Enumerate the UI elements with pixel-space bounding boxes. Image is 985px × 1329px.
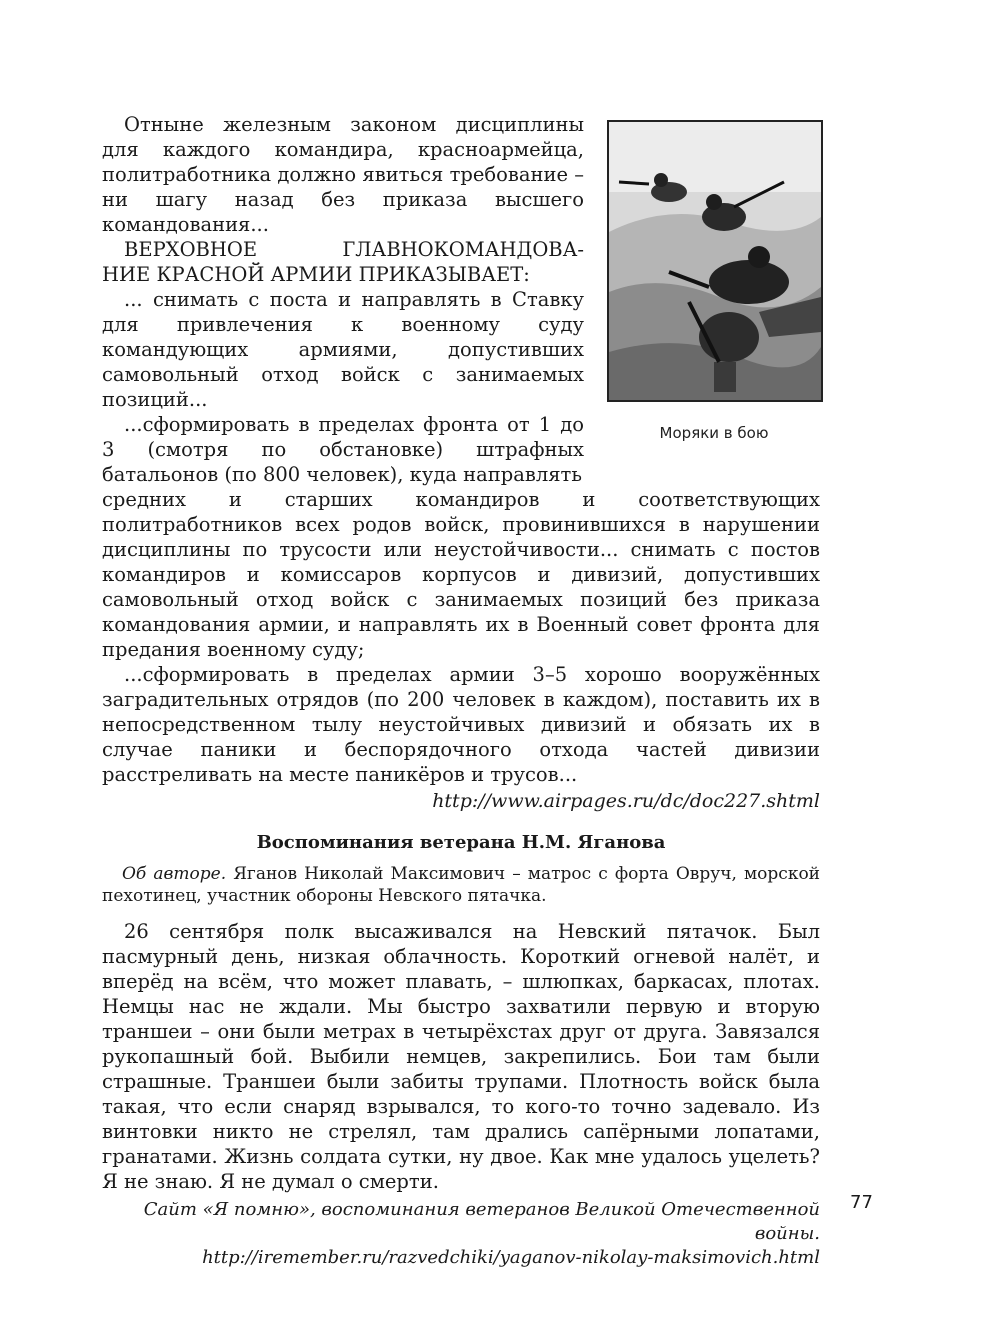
about-author-text: Яганов Николай Максимович – матрос с форта Овруч, морской пехотинец, участник обороны Невского пятачка. [102,864,821,906]
decree-source-url: http://www.airpages.ru/dc/doc227.shtml [432,790,820,812]
about-author [102,863,820,907]
decree-paragraph-3-rest: средних и старших командиров и соответствующих политработников всех родов войск, провинившихся в нарушении дисциплины по трусости или неустойчивости... снимать с постов командиров и комиссаров корпусов и дивизий, допустивших самовольный отход войск с занимаемых позиций без приказа командования армии, и направлять их в Военный совет фронта для предания военному суду; [102,488,820,661]
decree-text [102,112,820,1270]
decree-paragraph-4: ...сформировать в пределах армии 3–5 хорошо вооружённых заградительных отрядов (по 200 человек в каждом), поставить их в непосредственном тылу неустойчивых дивизий и обязать их в случае паники и беспорядочного отхода частей дивизии расстреливать на месте паникёров и трусов... [102,663,820,786]
decree-paragraph-3-start: ...сформировать в пределах фронта от 1 до 3 (смотря по обстановке) штрафных батальонов (по 800 человек), куда направлять [102,413,584,486]
memoir-heading: Воспоминания ветерана Н.М. Яганова [256,832,666,853]
order-heading-line-1: ВЕРХОВНОЕ ГЛАВНОКОМАНДОВА- [124,238,584,261]
order-heading-line-2: НИЕ КРАСНОЙ АРМИИ ПРИКАЗЫВАЕТ: [102,263,530,286]
decree-paragraph-2: ... снимать с поста и направлять в Ставку для привлечения к военному суду командующих армиями, допустивших самовольный отход войск с занимаемых позиций... [102,288,584,411]
photo-caption: Моряки в бою [659,424,769,442]
memoir-body: 26 сентября полк высаживался на Невский пятачок. Был пасмурный день, низкая облачность. Короткий огневой налёт, и вперёд на всём, что может плавать, – шлюпках, баркасах, плотах. Немцы нас не ждали. Мы быстро захватили первую и вторую траншеи – они были метрах в четырёхстах друг от друга. Завязался рукопашный бой. Выбили немцев, закрепились. Бои там были страшные. Траншеи были забиты трупами. Плотность войск была такая, что если снаряд взрывался, то кого-то точно задевало. Из винтовки никто не стрелял, там дрались сапёрными лопатами, гранатами. Жизнь солдата сутки, ну двое. Как мне удалось уцелеть? Я не знаю. Я не думал о смерти. [102,920,820,1193]
decree-paragraph-1: Отныне железным законом дисциплины для каждого командира, красноармейца, политработника должно явиться требование – ни шагу назад без приказа высшего командования... [102,113,584,236]
about-author-label: Об авторе. [122,864,227,884]
memoir-source-line: Сайт «Я помню», воспоминания ветеранов Великой Отечественной войны. [143,1199,820,1244]
page-number: 77 [850,1192,873,1213]
memoir-source-url: http://iremember.ru/razvedchiki/yaganov-nikolay-maksimovich.html [202,1247,820,1268]
